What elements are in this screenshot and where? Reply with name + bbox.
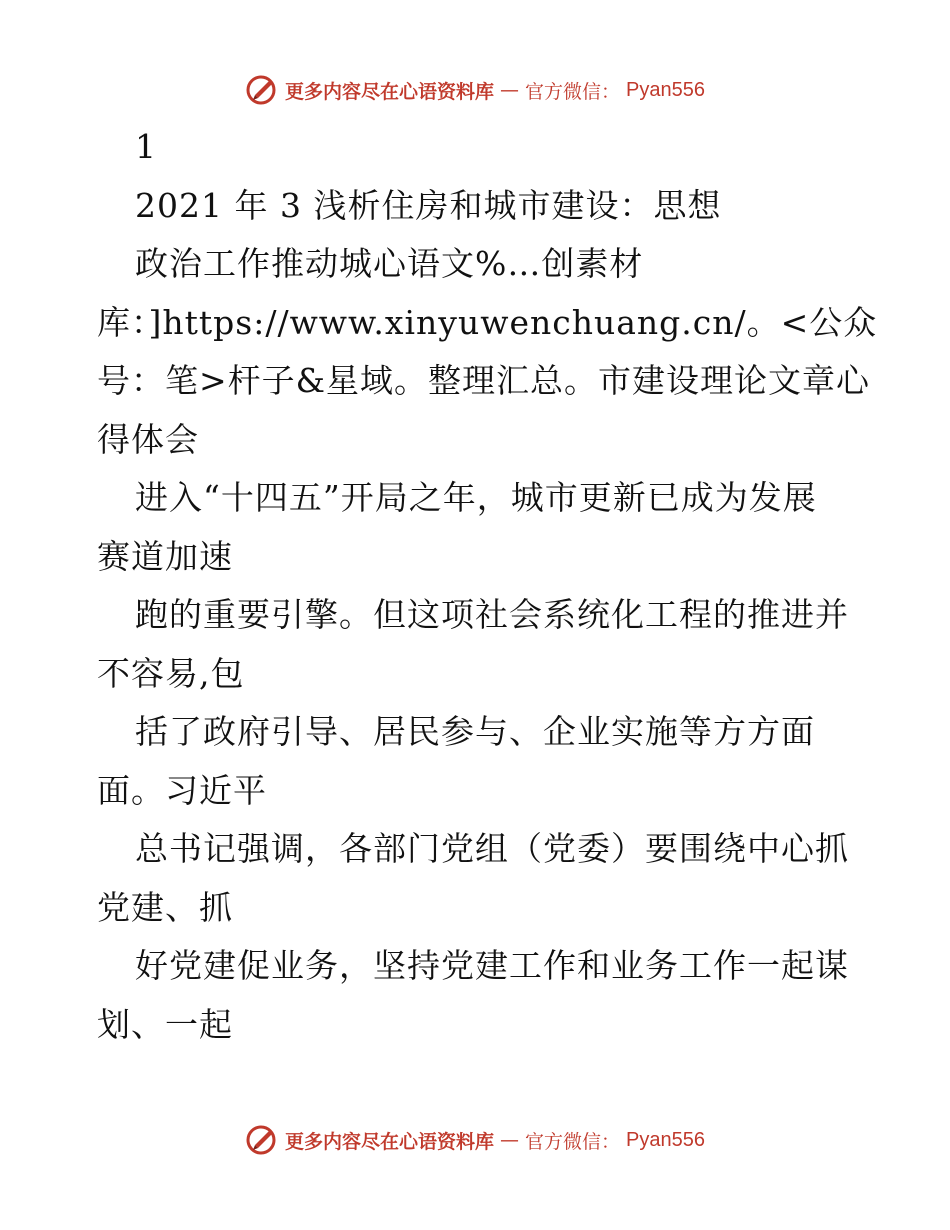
banner-main-text: 更多内容尽在心语资料库 <box>285 1130 495 1153</box>
text-line: 政治工作推动城心语文%…创素材 <box>135 244 644 283</box>
header-banner <box>0 70 950 110</box>
text-line: 跑的重要引擎。但这项社会系统化工程的推进并 <box>135 595 849 634</box>
banner-separator: — <box>500 79 520 101</box>
text-line: 1 <box>135 127 157 166</box>
banner-main-text: 更多内容尽在心语资料库 <box>285 80 495 103</box>
text-line: 划、一起 <box>97 1004 233 1044</box>
text-line: 面。习近平 <box>97 770 267 810</box>
footer-banner <box>0 1120 950 1160</box>
pen-logo-icon <box>245 1123 279 1157</box>
banner-wechat-label: 官方微信： <box>525 1130 621 1153</box>
text-line: 好党建促业务，坚持党建工作和业务工作一起谋 <box>135 946 849 985</box>
banner-wechat-id: Pyan556 <box>626 78 705 101</box>
body-text <box>97 118 887 1054</box>
text-line: 号：笔>杆子&星域。整理汇总。市建设理论文章心 <box>97 361 871 400</box>
text-line: 总书记强调，各部门党组（党委）要围绕中心抓 <box>135 829 849 868</box>
pen-logo-icon <box>245 73 279 107</box>
banner-wechat-id: Pyan556 <box>626 1128 705 1151</box>
text-line: 库：]https://www.xinyuwenchuang.cn/。<公众 <box>97 302 878 342</box>
text-line: 党建、抓 <box>97 887 233 927</box>
text-line: 进入“十四五”开局之年，城市更新已成为发展 <box>135 478 817 517</box>
banner-separator: — <box>500 1129 520 1151</box>
text-line: 不容易,包 <box>97 653 245 693</box>
text-line: 得体会 <box>97 419 199 459</box>
text-line: 括了政府引导、居民参与、企业实施等方方面 <box>135 712 815 751</box>
banner-wechat-label: 官方微信： <box>525 80 621 103</box>
text-line: 2021 年 3 浅析住房和城市建设：思想 <box>135 185 722 225</box>
text-line: 赛道加速 <box>97 536 233 576</box>
